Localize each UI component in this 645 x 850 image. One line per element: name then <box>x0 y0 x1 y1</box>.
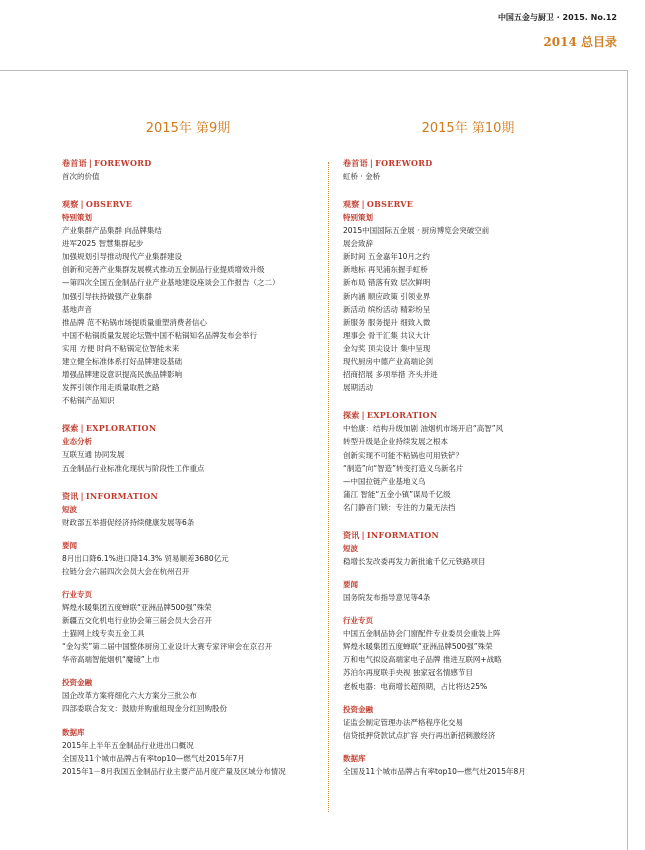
toc-entry[interactable]: 不粘锅产品知识 <box>62 396 115 406</box>
toc-entry[interactable]: 招商招展 多项举措 齐头并进 <box>343 370 438 380</box>
toc-entry[interactable]: 苏泊尔再度联手央视 独家冠名情感节目 <box>343 668 473 678</box>
section-heading-en: FOREWORD <box>94 158 152 168</box>
subsection-heading: 数据库 <box>62 727 85 737</box>
section-heading <box>343 197 633 211</box>
toc-entry[interactable]: 四部委联合发文：鼓励并购重组现金分红回购股份 <box>62 704 227 714</box>
toc-entry[interactable]: 2015年上半年五金制品行业进出口概况 <box>62 740 194 750</box>
toc-group <box>62 726 352 778</box>
toc-entry[interactable]: 信贷抵押贷款试点扩容 央行再出新招刺激经济 <box>343 730 496 740</box>
toc-entry[interactable]: 拉链分会六届四次会员大会在杭州召开 <box>62 566 190 576</box>
section-heading <box>62 421 352 435</box>
toc-group <box>62 539 352 578</box>
toc-entry[interactable]: 万和电气拟设高端家电子品牌 推进互联网+战略 <box>343 655 502 665</box>
subsection-heading: 特别策划 <box>62 213 92 223</box>
toc-entry[interactable]: 华帝高端智能烟机“魔镜”上市 <box>62 655 160 665</box>
header-rule <box>0 70 627 71</box>
toc-entry[interactable]: 稳增长发改委再发力新批逾千亿元铁路项目 <box>343 556 486 566</box>
toc-entry[interactable]: 展期活动 <box>343 383 373 393</box>
toc-group <box>343 703 633 742</box>
toc-entry[interactable]: 新布局 错落有致 层次鲜明 <box>343 278 431 288</box>
toc-entry[interactable]: 基地声音 <box>62 304 92 314</box>
toc-group <box>343 614 633 692</box>
subsection-heading: 短波 <box>62 504 77 514</box>
toc-section <box>343 197 633 394</box>
toc-group <box>62 211 352 407</box>
issue-10-column <box>343 156 633 792</box>
toc-group <box>343 578 633 604</box>
section-heading-cn: 探索 <box>62 423 79 434</box>
section-heading-en: EXPLORATION <box>85 423 157 434</box>
toc-entry[interactable]: 理事会 骨干汇集 共议大计 <box>343 330 431 340</box>
toc-section <box>343 156 633 183</box>
section-heading <box>343 408 633 422</box>
toc-group <box>62 170 352 183</box>
issue-title-9: 2015年 第9期 <box>145 121 231 136</box>
subsection-heading: 投资金融 <box>62 678 92 688</box>
toc-entry[interactable]: 8月出口降6.1%进口降14.3% 贸易顺差3680亿元 <box>62 553 229 563</box>
section-heading <box>62 197 352 211</box>
toc-entry[interactable]: 互联互通 协同发展 <box>62 450 125 460</box>
section-heading-cn: 探索 <box>343 410 360 421</box>
toc-entry[interactable]: 展会致辞 <box>343 239 373 249</box>
section-heading <box>62 489 352 503</box>
section-heading-en: INFORMATION <box>85 490 159 501</box>
toc-entry[interactable]: 新疆五交化机电行业协会第三届会员大会召开 <box>62 615 212 625</box>
section-heading-en: OBSERVE <box>366 199 414 210</box>
toc-entry[interactable]: “制造”向“智造”转变打造义乌新名片 <box>343 463 464 473</box>
subsection-heading: 数据库 <box>343 753 366 763</box>
section-heading-en: EXPLORATION <box>366 410 438 421</box>
toc-entry[interactable]: 辉煌水暖集团五度蝉联“亚洲品牌500强”殊荣 <box>62 602 212 612</box>
toc-group <box>343 170 633 183</box>
toc-group <box>62 588 352 666</box>
toc-entry[interactable]: 新时间 五金嘉年10月之约 <box>343 252 430 262</box>
subsection-heading: 要闻 <box>343 580 358 590</box>
section-heading-en: FOREWORD <box>375 158 433 168</box>
toc-group <box>343 422 633 514</box>
section-heading-separator: | <box>88 158 93 168</box>
toc-entry[interactable]: 中怡康：结构升级加剧 油烟机市场开启“高智”风 <box>343 424 504 434</box>
toc-entry[interactable]: 实用 方便 时尚不粘锅定位智能未来 <box>62 343 180 353</box>
toc-entry[interactable]: 中国不粘锅质量发展论坛暨中国不粘锅知名品牌发布会举行 <box>62 330 257 340</box>
section-heading <box>343 528 633 542</box>
toc-entry[interactable]: 国务院发布指导意见等4条 <box>343 593 431 603</box>
section-heading-cn: 卷首语 <box>343 158 368 168</box>
issue-9-column <box>62 156 352 792</box>
page-title: 2014 总目录 <box>543 35 617 49</box>
toc-entry[interactable]: 加强引导扶持做强产业集群 <box>62 291 152 301</box>
toc-entry[interactable]: 增强品牌建设意识提高民族品牌影响 <box>62 370 182 380</box>
toc-section <box>62 197 352 407</box>
section-heading-cn: 卷首语 <box>62 158 87 168</box>
toc-entry[interactable]: 土猫网上线专卖五金工具 <box>62 629 145 639</box>
toc-group <box>343 542 633 568</box>
toc-section <box>343 528 633 778</box>
toc-entry[interactable]: —中国拉链产业基地义乌 <box>343 476 426 486</box>
toc-entry[interactable]: 老板电器：电商增长超预期，占比将达25% <box>343 681 488 691</box>
toc-entry[interactable]: 证监会制定管理办法严格程序化交易 <box>343 717 463 727</box>
toc-entry[interactable]: 名门静音门锁：专注的力量无法挡 <box>343 502 456 512</box>
section-heading-separator: | <box>80 423 84 434</box>
toc-entry[interactable]: —第四次全国五金制品行业产业基地建设座谈会工作报告（之二） <box>62 278 280 288</box>
toc-entry[interactable]: 推品牌 范不粘锅市场提质量重塑消费者信心 <box>62 317 207 327</box>
toc-entry[interactable]: 蒲江 智能“五金小镇”谋局千亿级 <box>343 489 451 499</box>
toc-entry[interactable]: 新地标 再见浦东握手虹桥 <box>343 265 428 275</box>
toc-entry[interactable]: 财政部五举措促经济持续健康发展等6条 <box>62 517 195 527</box>
issue-title-10: 2015年 第10期 <box>421 121 515 136</box>
toc-group <box>343 211 633 394</box>
section-heading <box>343 156 633 170</box>
section-heading-en: INFORMATION <box>366 529 440 540</box>
toc-section <box>343 408 633 514</box>
section-heading-separator: | <box>80 490 84 501</box>
toc-entry[interactable]: 创新和完善产业集群发展模式推动五金制品行业提质增效升级 <box>62 265 265 275</box>
toc-entry[interactable]: 全国及11个城市品牌占有率top10—燃气灶2015年7月 <box>62 753 245 763</box>
subsection-heading: 投资金融 <box>343 704 373 714</box>
toc-entry[interactable]: 新服务 服务提升 细致入微 <box>343 317 431 327</box>
toc-section <box>62 421 352 474</box>
toc-entry[interactable]: 建立健全标准体系打好品牌建设基础 <box>62 357 182 367</box>
toc-entry[interactable]: 虹桥 · 金桥 <box>343 172 381 181</box>
section-heading-separator: | <box>369 158 374 168</box>
section-heading-separator: | <box>361 529 365 540</box>
toc-entry[interactable]: 首次的价值 <box>62 172 100 181</box>
toc-entry[interactable]: 产业集群产品集群 向品牌集结 <box>62 226 162 236</box>
section-heading <box>62 156 352 170</box>
section-heading-separator: | <box>80 199 84 210</box>
toc-section <box>62 156 352 183</box>
section-heading-cn: 观察 <box>62 199 79 210</box>
toc-entry[interactable]: 创新实现不可能不粘锅也可用铁铲？ <box>343 450 463 460</box>
section-heading-en: OBSERVE <box>85 199 133 210</box>
section-heading-separator: | <box>361 199 365 210</box>
toc-entry[interactable]: 发挥引领作用走质量取胜之路 <box>62 383 160 393</box>
toc-entry[interactable]: 新内涵 顺应政策 引领业界 <box>343 291 431 301</box>
subsection-heading: 行业专页 <box>62 589 92 599</box>
toc-entry[interactable]: 五金制品行业标准化现状与阶段性工作重点 <box>62 463 205 473</box>
toc-entry[interactable]: 中国五金制品协会门窗配件专业委员会重装上阵 <box>343 629 501 639</box>
section-heading-cn: 资讯 <box>343 529 360 540</box>
toc-section <box>62 489 352 778</box>
toc-entry[interactable]: “金勾奖”第二届中国整体厨房工业设计大赛专家评审会在京召开 <box>62 642 273 652</box>
toc-group <box>343 752 633 778</box>
toc-entry[interactable]: 进军2025 智慧集群起步 <box>62 239 144 249</box>
section-heading-cn: 资讯 <box>62 490 79 501</box>
toc-entry[interactable]: 加强规划引导推动现代产业集群建设 <box>62 252 182 262</box>
journal-running-header: 中国五金与厨卫 · 2015. No.12 <box>497 13 617 22</box>
toc-entry[interactable]: 全国及11个城市品牌占有率top10—燃气灶2015年8月 <box>343 766 526 776</box>
toc-group <box>62 503 352 529</box>
toc-entry[interactable]: 2015年1－8月我国五金制品行业主要产品月度产量及区域分布情况 <box>62 766 286 776</box>
subsection-heading: 要闻 <box>62 540 77 550</box>
section-heading-cn: 观察 <box>343 199 360 210</box>
subsection-heading: 行业专页 <box>343 616 373 626</box>
toc-group <box>62 676 352 715</box>
subsection-heading: 短波 <box>343 543 358 553</box>
toc-entry[interactable]: 新活动 缤纷活动 精彩纷呈 <box>343 304 431 314</box>
toc-entry[interactable]: 转型升级是企业持续发展之根本 <box>343 437 448 447</box>
section-heading-separator: | <box>361 410 365 421</box>
subsection-heading: 业态分析 <box>62 437 92 447</box>
toc-entry[interactable]: 金勾奖 顶尖设计 集中呈现 <box>343 343 431 353</box>
toc-entry[interactable]: 现代厨房中德产业高端论剑 <box>343 357 433 367</box>
toc-entry[interactable]: 国企改革方案将细化六大方案分三批公布 <box>62 691 197 701</box>
toc-group <box>62 435 352 474</box>
toc-entry[interactable]: 2015中国国际五金展 · 厨房博览会突破空前 <box>343 226 490 236</box>
toc-entry[interactable]: 辉煌水暖集团五度蝉联“亚洲品牌500强”殊荣 <box>343 642 493 652</box>
subsection-heading: 特别策划 <box>343 213 373 223</box>
